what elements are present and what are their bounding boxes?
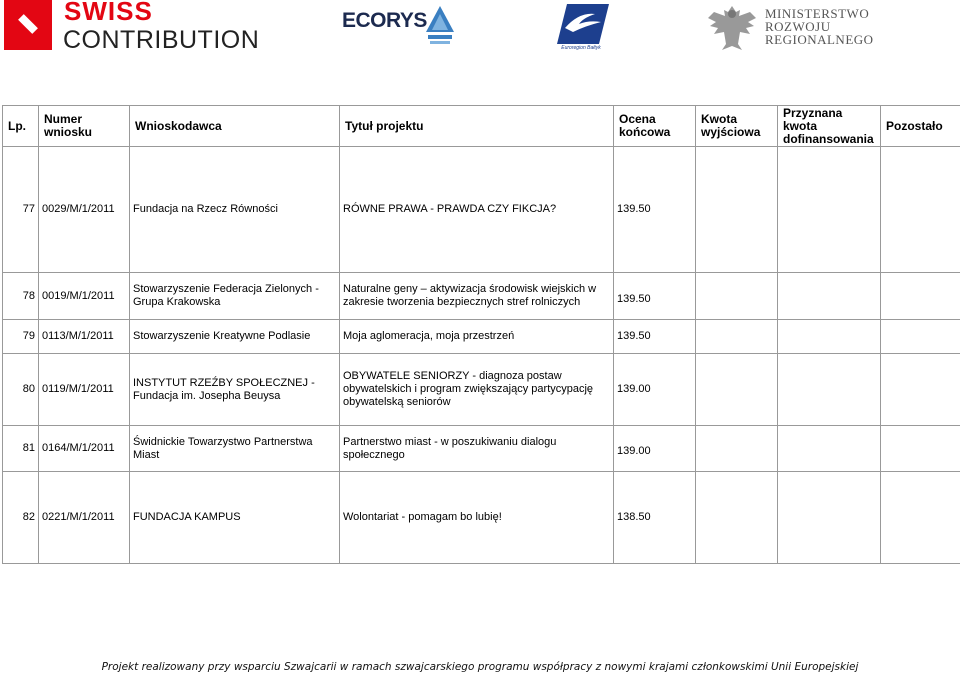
- logo-bar: [0, 0, 960, 60]
- cell-tytul: Naturalne geny – aktywizacja środowisk wiejskich w zakresie tworzenia bezpiecznych stref rolniczych: [340, 273, 614, 320]
- page-footer: Projekt realizowany przy wsparciu Szwajcarii w ramach szwajcarskiego programu współpracy z nowymi krajami członkowskimi Unii Europejskiej: [101, 661, 859, 673]
- cell-pozostalo: [881, 320, 960, 354]
- table-row: [3, 320, 960, 354]
- cell-pozostalo: [881, 147, 960, 273]
- cell-tytul: RÓWNE PRAWA - PRAWDA CZY FIKCJA?: [340, 147, 614, 273]
- table-header-row: [3, 106, 960, 147]
- table-row: [3, 354, 960, 426]
- header-przyznana-kwota: Przyznana kwota dofinansowania: [778, 106, 881, 147]
- cell-wnioskodawca: Świdnickie Towarzystwo Partnerstwa Miast: [130, 426, 340, 472]
- results-table: [2, 105, 960, 564]
- swiss-contribution-logo: [4, 0, 260, 55]
- ministry-logo-line2: ROZWOJU: [765, 19, 831, 34]
- cell-lp: 80: [3, 354, 39, 426]
- ministry-logo-line1: MINISTERSTWO: [765, 6, 870, 21]
- cell-kwota: [696, 426, 778, 472]
- cell-wnioskodawca: FUNDACJA KAMPUS: [130, 472, 340, 564]
- cell-ocena: 139.50: [614, 320, 696, 354]
- cell-numer: 0029/M/1/2011: [39, 147, 130, 273]
- cell-kwota: [696, 320, 778, 354]
- header-kwota-wyjsciowa: Kwota wyjściowa: [696, 106, 778, 147]
- header-tytul-projektu: Tytuł projektu: [340, 106, 614, 147]
- header-ocena-koncowa: Ocena końcowa: [614, 106, 696, 147]
- cell-kwota: [696, 472, 778, 564]
- cell-wnioskodawca: INSTYTUT RZEŹBY SPOŁECZNEJ - Fundacja im. Josepha Beuysa: [130, 354, 340, 426]
- cell-ocena-value: 139.50: [617, 292, 651, 305]
- cell-kwota: [696, 273, 778, 320]
- table-row: [3, 147, 960, 273]
- header-lp: Lp.: [3, 106, 39, 147]
- table-row: [3, 472, 960, 564]
- seagull-icon: [549, 2, 613, 46]
- cell-przyznana: [778, 273, 881, 320]
- cell-pozostalo: [881, 273, 960, 320]
- cell-tytul: Partnerstwo miast - w poszukiwaniu dialogu społecznego: [340, 426, 614, 472]
- cell-numer: 0221/M/1/2011: [39, 472, 130, 564]
- cell-ocena-value: 139.00: [617, 445, 651, 457]
- cell-numer: 0119/M/1/2011: [39, 354, 130, 426]
- cell-przyznana: [778, 320, 881, 354]
- cell-lp: 81: [3, 426, 39, 472]
- cell-ocena: [614, 273, 696, 320]
- ecorys-triangle-icon: [426, 6, 454, 51]
- cell-pozostalo: [881, 426, 960, 472]
- euroregion-logo-text: Euroregion Bałtyk: [561, 45, 601, 51]
- table-row: [3, 426, 960, 472]
- cell-lp: 79: [3, 320, 39, 354]
- header-wnioskodawca: Wnioskodawca: [130, 106, 340, 147]
- cell-tytul: Wolontariat - pomagam bo lubię!: [340, 472, 614, 564]
- cell-przyznana: [778, 472, 881, 564]
- cell-wnioskodawca: Fundacja na Rzecz Równości: [130, 147, 340, 273]
- ecorys-logo-text: ECORYS: [342, 9, 427, 32]
- cell-przyznana: [778, 147, 881, 273]
- cell-numer: 0113/M/1/2011: [39, 320, 130, 354]
- cell-tytul: Moja aglomeracja, moja przestrzeń: [340, 320, 614, 354]
- swiss-logo-line1: SWISS: [64, 0, 153, 26]
- cell-przyznana: [778, 426, 881, 472]
- cell-wnioskodawca: Stowarzyszenie Kreatywne Podlasie: [130, 320, 340, 354]
- ecorys-logo: [342, 6, 462, 51]
- euroregion-baltyk-logo: [549, 2, 613, 52]
- cell-lp: 82: [3, 472, 39, 564]
- table-row: [3, 273, 960, 320]
- cell-kwota: [696, 147, 778, 273]
- header-numer-wniosku: Numer wniosku: [39, 106, 130, 147]
- cell-wnioskodawca: Stowarzyszenie Federacja Zielonych - Grupa Krakowska: [130, 273, 340, 320]
- cell-numer: 0019/M/1/2011: [39, 273, 130, 320]
- cell-ocena: 138.50: [614, 472, 696, 564]
- cell-pozostalo: [881, 354, 960, 426]
- swiss-logo-line2: CONTRIBUTION: [63, 26, 260, 54]
- cell-tytul: OBYWATELE SENIORZY - diagnoza postaw obywatelskich i program zwiększający partycypację obywatelską seniorów: [340, 354, 614, 426]
- cell-lp: 78: [3, 273, 39, 320]
- cell-przyznana: [778, 354, 881, 426]
- ministry-logo: [706, 0, 881, 55]
- ministry-logo-line3: REGIONALNEGO: [765, 32, 874, 47]
- cell-numer: 0164/M/1/2011: [39, 426, 130, 472]
- cell-kwota: [696, 354, 778, 426]
- eagle-emblem-icon: [706, 2, 758, 54]
- cell-pozostalo: [881, 472, 960, 564]
- cell-ocena: 139.00: [614, 354, 696, 426]
- swiss-flag-icon: [4, 0, 52, 50]
- cell-ocena: [614, 426, 696, 472]
- cell-lp: 77: [3, 147, 39, 273]
- header-pozostalo: Pozostało: [881, 106, 960, 147]
- cell-ocena: 139.50: [614, 147, 696, 273]
